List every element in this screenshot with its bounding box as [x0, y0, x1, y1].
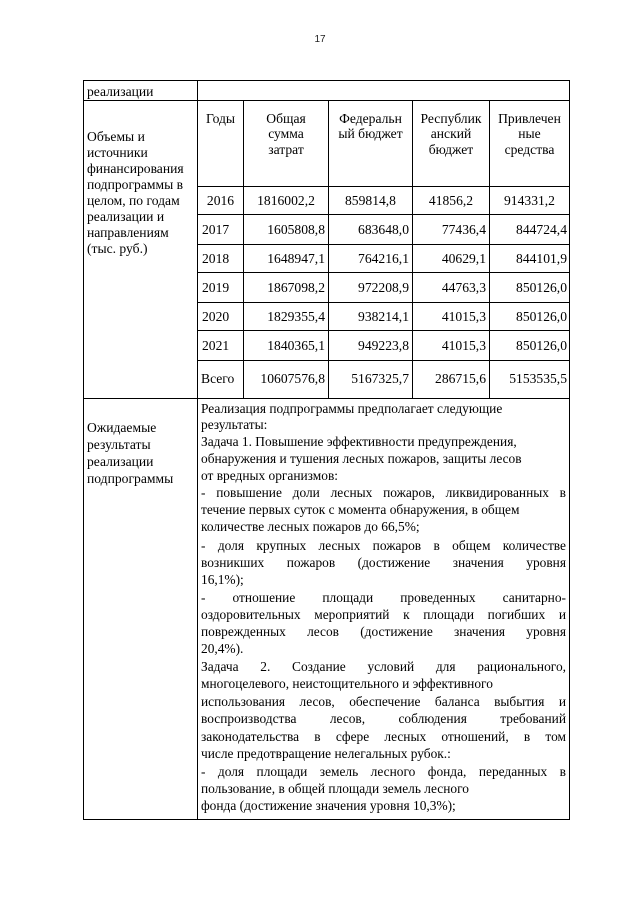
results-text-line: 20,4%). — [201, 641, 244, 656]
cell-total: 1840365,1 — [267, 338, 325, 353]
results-text-line: фонда (достижение значения уровня 10,3%); — [201, 798, 456, 813]
results-label-line: подпрограммы — [87, 471, 174, 486]
inner-row-divider — [197, 360, 570, 361]
results-text-line: многоцелевого, неистощительного и эффективного — [201, 676, 493, 691]
cell-federal: 938214,1 — [358, 309, 409, 324]
results-label-line: Ожидаемые — [87, 420, 157, 435]
inner-col-divider — [328, 100, 329, 398]
financing-label-line: реализации и — [87, 209, 165, 224]
cell-attracted: 850126,0 — [516, 309, 567, 324]
cell-total: 1829355,4 — [267, 309, 325, 324]
cell-attracted: 5153535,5 — [509, 371, 567, 386]
results-text-line: воспроизводства лесов, соблюдения требований — [201, 711, 566, 726]
cell-attracted: 914331,2 — [504, 193, 555, 208]
results-text-line: 16,1%); — [201, 572, 244, 587]
cell-total: 1605808,8 — [267, 222, 325, 237]
financing-label-line: целом, по годам — [87, 193, 180, 208]
results-text-line: Задача 2. Создание условий для рационального, — [201, 659, 566, 674]
results-text-line: - доля площади земель лесного фонда, переданных в — [201, 764, 566, 779]
financing-label-line: (тыс. руб.) — [87, 241, 148, 256]
header-total: Общая сумма затрат — [266, 111, 306, 157]
column-divider — [197, 80, 198, 820]
financing-label-line: источники — [87, 145, 148, 160]
cell-attracted: 844724,4 — [516, 222, 567, 237]
cell-republic: 40629,1 — [441, 251, 486, 266]
results-label-line: результаты — [87, 437, 151, 452]
financing-label-line: подпрограммы в — [87, 177, 184, 192]
results-text-line: Задача 1. Повышение эффективности предупреждения, — [201, 434, 517, 449]
results-text-line: от вредных организмов: — [201, 468, 338, 483]
cell-year: 2020 — [202, 309, 230, 324]
inner-row-divider — [197, 272, 570, 273]
inner-row-divider — [197, 244, 570, 245]
cell-federal: 949223,8 — [358, 338, 409, 353]
financing-label-line: Объемы и — [87, 129, 145, 144]
cell-republic: 77436,4 — [441, 222, 486, 237]
header-attracted: Привлечен ные средства — [498, 111, 561, 157]
cell-republic: 44763,3 — [441, 280, 486, 295]
results-text-line: пользование, в общей площади земель лесного — [201, 781, 469, 796]
cell-federal: 972208,9 — [358, 280, 409, 295]
cell-federal: 764216,1 — [358, 251, 409, 266]
header-federal: Федеральн ый бюджет — [338, 111, 403, 142]
cell-attracted: 850126,0 — [516, 338, 567, 353]
inner-row-divider — [197, 330, 570, 331]
cell-year: 2016 — [206, 193, 235, 208]
cell-year: 2019 — [202, 280, 230, 295]
cell-republic: 41015,3 — [441, 338, 486, 353]
results-text-line: числе предотвращение нелегальных рубок.: — [201, 746, 451, 761]
cell-year: 2021 — [202, 338, 230, 353]
cell-year: 2018 — [202, 251, 230, 266]
results-text-line: оздоровительных мероприятий к площади погибших и — [201, 607, 566, 622]
inner-row-divider — [197, 186, 570, 187]
results-text-line: - отношение площади проведенных санитарно- — [201, 590, 566, 605]
cell-republic: 286715,6 — [435, 371, 486, 386]
cell-republic: 41856,2 — [428, 193, 474, 208]
page-number: 17 — [314, 34, 326, 45]
cell-year: Всего — [201, 371, 235, 386]
table-border-right — [569, 80, 570, 820]
results-text-line: - повышение доли лесных пожаров, ликвидированных в — [201, 485, 566, 500]
cell-total: 10607576,8 — [260, 371, 325, 386]
results-text-line: Реализация подпрограммы предполагает следующие — [201, 401, 503, 416]
cell-federal: 683648,0 — [358, 222, 409, 237]
inner-row-divider — [197, 302, 570, 303]
table-border-top — [83, 80, 570, 81]
results-text-line: возникших пожаров (достижение значения уровня — [201, 555, 566, 570]
results-text-line: - доля крупных лесных пожаров в общем количестве — [201, 538, 566, 553]
header-republic: Республик анский бюджет — [420, 111, 482, 157]
realization-label: реализации — [87, 84, 154, 99]
results-label-line: реализации — [87, 454, 154, 469]
cell-attracted: 844101,9 — [516, 251, 567, 266]
cell-total: 1816002,2 — [257, 193, 315, 208]
cell-republic: 41015,3 — [441, 309, 486, 324]
results-text-line: течение первых суток с момента обнаружения, в общем — [201, 502, 520, 517]
cell-federal: 859814,8 — [345, 193, 396, 208]
results-text-line: количестве лесных пожаров до 66,5%; — [201, 519, 420, 534]
row-divider — [83, 398, 570, 399]
table-border-bottom — [83, 819, 570, 820]
table-border-left — [83, 80, 84, 820]
cell-federal: 5167325,7 — [351, 371, 409, 386]
inner-row-divider — [197, 214, 570, 215]
cell-attracted: 850126,0 — [516, 280, 567, 295]
results-text-line: использования лесов, обеспечение баланса выбытия и — [201, 694, 566, 709]
financing-label-line: финансирования — [87, 161, 184, 176]
row-divider — [83, 100, 570, 101]
results-text-line: поврежденных лесов (достижение значения уровня — [201, 624, 566, 639]
cell-total: 1867098,2 — [267, 280, 325, 295]
results-text-line: результаты: — [201, 417, 268, 432]
header-years: Годы — [205, 111, 236, 126]
financing-label-line: направлениям — [87, 225, 169, 240]
cell-year: 2017 — [202, 222, 230, 237]
results-text-line: законодательства в сфере лесных отношений, в том — [201, 729, 566, 744]
cell-total: 1648947,1 — [267, 251, 325, 266]
results-text-line: обнаружения и тушения лесных пожаров, защиты лесов — [201, 451, 522, 466]
